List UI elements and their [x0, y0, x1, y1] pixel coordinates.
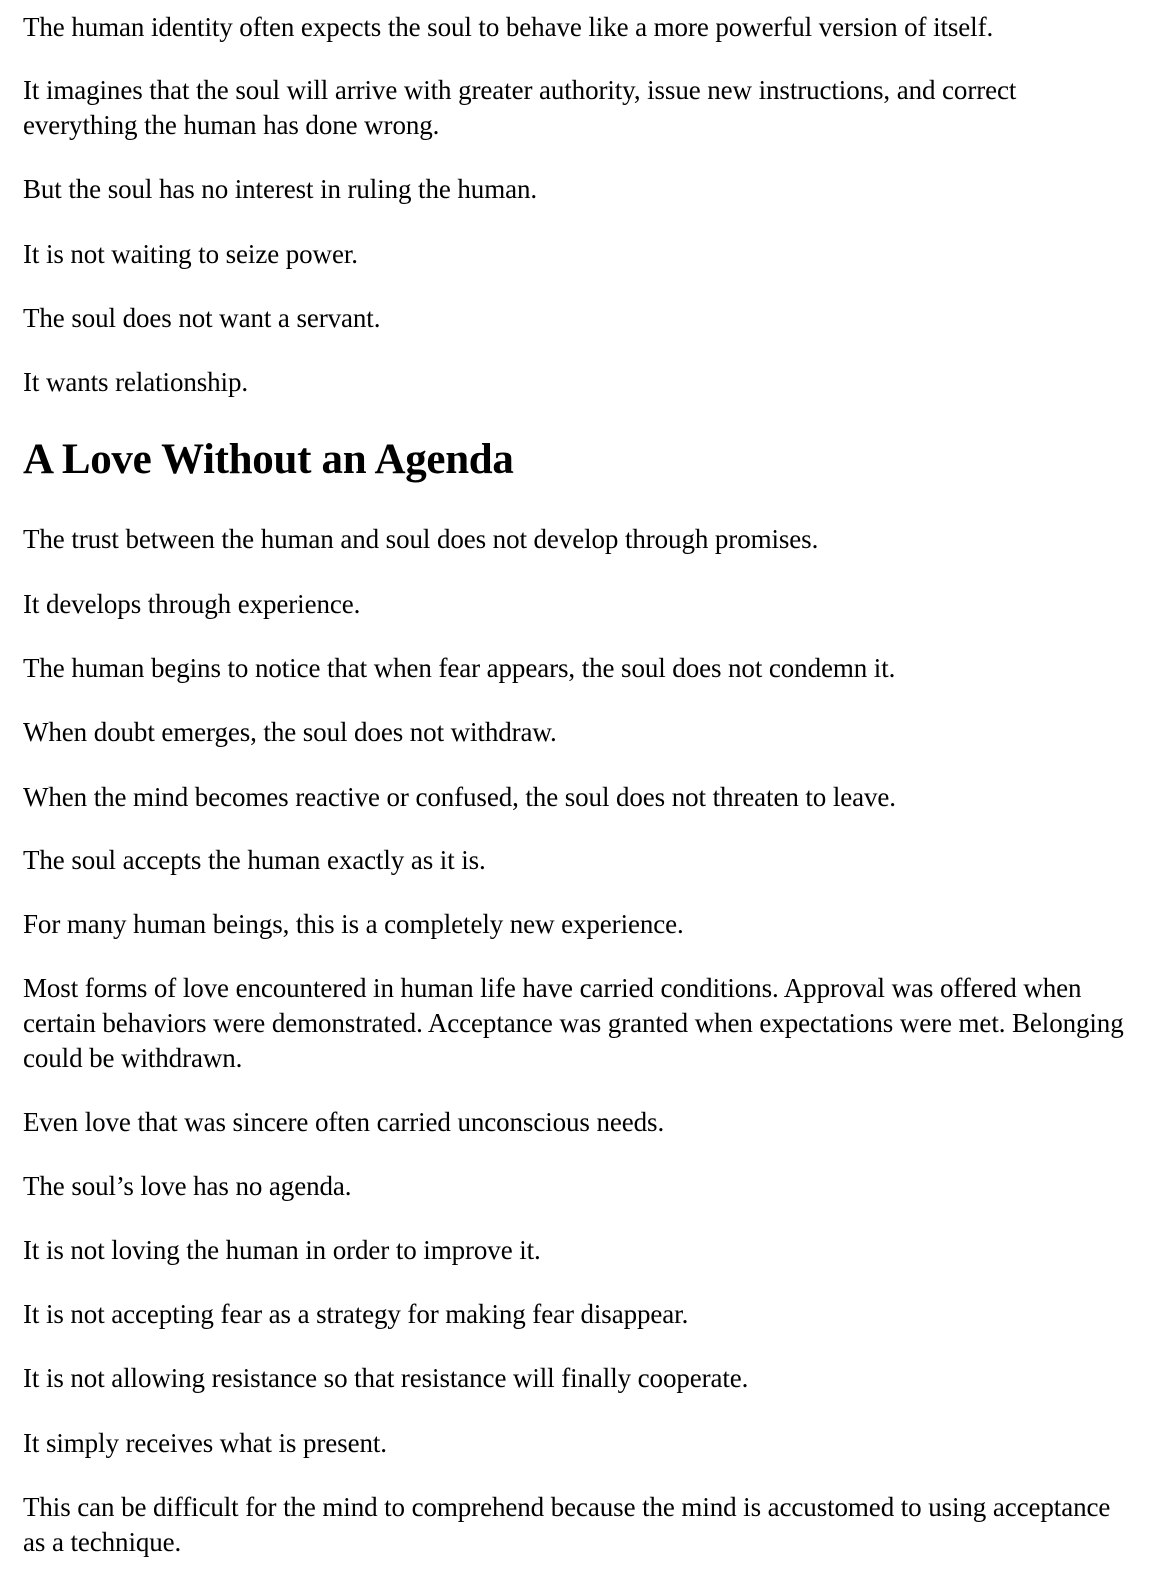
paragraph: It is not loving the human in order to improve it.: [23, 1235, 541, 1265]
paragraph: The human begins to notice that when fear appears, the soul does not condemn it.: [23, 653, 896, 683]
paragraph: The soul does not want a servant.: [23, 303, 381, 333]
paragraph: Most forms of love encountered in human life have carried conditions. Approval was offered when certain behaviors were demonstrated. Acceptance was granted when expectations were met. Belonging could be withdrawn.: [23, 973, 1124, 1073]
paragraph: Even love that was sincere often carried unconscious needs.: [23, 1107, 665, 1137]
paragraph: It is not accepting fear as a strategy for making fear disappear.: [23, 1299, 689, 1329]
paragraph: It develops through experience.: [23, 589, 361, 619]
section-heading: A Love Without an Agenda: [23, 436, 514, 483]
paragraph: The soul accepts the human exactly as it is.: [23, 845, 486, 875]
paragraph: When doubt emerges, the soul does not withdraw.: [23, 717, 557, 747]
paragraph: The human identity often expects the soul to behave like a more powerful version of itself.: [23, 12, 994, 42]
paragraph: But the soul has no interest in ruling the human.: [23, 174, 538, 204]
paragraph: This can be difficult for the mind to comprehend because the mind is accustomed to using acceptance as a technique.: [23, 1492, 1111, 1557]
paragraph: It is not waiting to seize power.: [23, 239, 358, 269]
paragraph: The trust between the human and soul does not develop through promises.: [23, 524, 819, 554]
paragraph: It is not allowing resistance so that resistance will finally cooperate.: [23, 1363, 749, 1393]
paragraph: The soul’s love has no agenda.: [23, 1171, 352, 1201]
paragraph: When the mind becomes reactive or confused, the soul does not threaten to leave.: [23, 782, 896, 812]
paragraph: It imagines that the soul will arrive with greater authority, issue new instructions, and correct everything the human has done wrong.: [23, 75, 1017, 140]
paragraph: It simply receives what is present.: [23, 1428, 387, 1458]
paragraph: It wants relationship.: [23, 367, 249, 397]
paragraph: For many human beings, this is a completely new experience.: [23, 909, 684, 939]
